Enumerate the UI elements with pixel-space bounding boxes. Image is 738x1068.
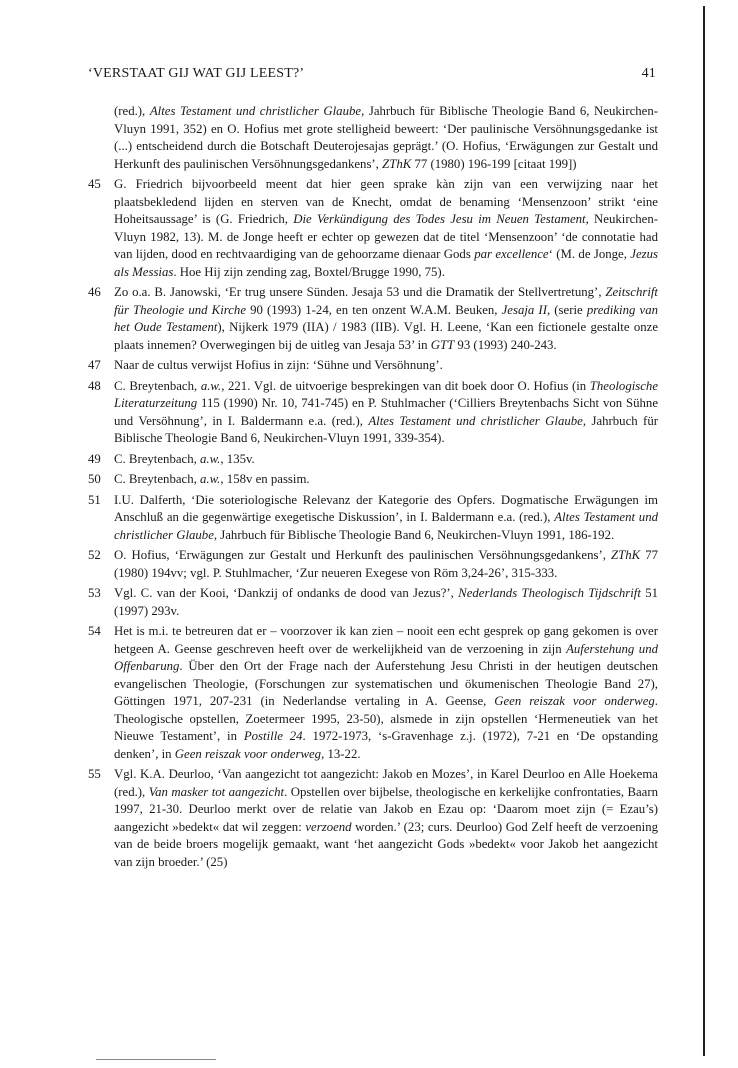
footnote-text: [114, 452, 255, 466]
footnote-number: 50: [88, 472, 101, 486]
footnote-number: 52: [88, 548, 101, 562]
footnote-number: 51: [88, 492, 101, 507]
footnote: [88, 766, 658, 871]
footnote-text: [114, 177, 658, 279]
text-run: C. Breytenbach,: [114, 472, 200, 486]
text-run: . Über den Ort der Frage nach der Auferstehung Jesu Christi in der heutigen deutschen evangelischen Theologie, (Forschungen zur systematischen und ökumenischen Theologie Band 27), Göttingen 1971, 207-231 (in Nederlandse vertaling in A. Geense,: [114, 659, 658, 708]
text-run: Het is m.i. te betreuren dat er – voorzover ik kan zien – nooit een echt gesprek op gang gekomen is over hetgeen A. Geense geschreven heeft over de werkelijkheid van de verzoening in zijn: [114, 624, 658, 656]
text-run: , (serie: [546, 302, 587, 317]
italic-title: ZThK: [382, 156, 412, 171]
text-run: . Theologische opstellen, Zoetermeer 1995, 23-50), alsmede in zijn opstellen ‘Hermeneutiek van het Nieuwe Testament’, in: [114, 694, 658, 743]
footnote-text: [114, 493, 658, 542]
italic-title: verzoend: [305, 819, 352, 834]
scan-bottom-mark: [96, 1059, 216, 1060]
text-run: O. Hofius, ‘Erwägungen zur Gestalt und Herkunft des paulinischen Versöhnungsgedankens’,: [114, 548, 611, 562]
page-number: 41: [641, 66, 656, 81]
italic-title: a.w.: [200, 378, 222, 393]
italic-title: Die Verkündigung des Todes Jesu im Neuen Testament: [293, 212, 586, 226]
text-run: , 135v.: [220, 451, 255, 466]
text-run: , Jahrbuch für Biblische Theologie Band 6, Neukirchen-Vluyn 1991, 186-192.: [213, 527, 615, 542]
footnote: [88, 378, 658, 448]
footnote: [88, 492, 658, 545]
italic-title: Geen reiszak voor onderweg: [494, 694, 655, 708]
footnote: [88, 585, 658, 620]
italic-title: Geen reiszak voor onderweg: [174, 746, 322, 761]
italic-title: Jezus als Messias: [114, 247, 659, 279]
italic-title: Zeitschrift für Theologie und Kirche: [114, 285, 658, 317]
italic-title: par excellence: [474, 247, 549, 261]
footnote: [88, 451, 658, 469]
footnote-number: 49: [88, 451, 101, 466]
text-run: , Neukirchen-Vluyn 1982, 13). M. de Jonge heeft er echter op gewezen dat de titel ‘Mensenzoon’ ‘de connotatie had van lijden, dood en rechtvaardiging van de gehoorzame dienaar Gods: [114, 212, 659, 261]
italic-title: GTT: [430, 337, 455, 352]
text-run: C. Breytenbach,: [114, 378, 201, 393]
footnote-text: [114, 104, 658, 171]
italic-title: prediking van het Oude Testament: [114, 302, 658, 334]
footnote: [88, 176, 658, 281]
footnote-number: 45: [88, 177, 101, 191]
text-run: . Hoe Hij zijn zending zag, Boxtel/Brugge 1990, 75).: [173, 264, 445, 279]
text-run: 93 (1993) 240-243.: [454, 337, 557, 352]
text-run: (red.),: [114, 104, 150, 118]
text-run: , 221. Vgl. de uitvoerige besprekingen van dit boek door O. Hofius (in: [221, 378, 590, 393]
scan-edge-line: [703, 6, 705, 1056]
footnote-text: [114, 767, 658, 869]
running-title: ‘VERSTAAT GIJ WAT GIJ LEEST?’: [88, 66, 305, 81]
footnote-text: [114, 285, 658, 352]
text-run: . 1972-1973, ‘s-Gravenhage z.j. (1972), 7-21 en ‘De opstanding denken’, in: [114, 729, 659, 761]
text-run: 77 (1980) 194vv; vgl. P. Stuhlmacher, ‘Zur neueren Exegese von Röm 3,24-26’, 315-333.: [114, 548, 658, 580]
footnote-text: [114, 548, 658, 580]
footnote: [88, 284, 658, 354]
footnote-text: [114, 379, 658, 446]
footnote-text: [114, 624, 658, 761]
footnote: [88, 103, 658, 173]
footnote-number: 47: [88, 358, 101, 372]
text-run: 115 (1990) Nr. 10, 741-745) en P. Stuhlmacher (‘Cilliers Breytenbachs Sicht von Sühne und Versöhnung’, in I. Baldermann e.a. (red.),: [114, 396, 658, 428]
text-run: Naar de cultus verwijst Hofius in zijn: ‘Sühne und Versöhnung’.: [114, 358, 443, 372]
italic-title: a.w.: [200, 472, 221, 486]
text-run: G. Friedrich bijvoorbeeld meent dat hier geen sprake kàn zijn van een verwijzing naar het plaatsbekledend lijden en sterven van de Knecht, omdat de benaming ‘Mensenzoon’ strikt ‘eine Hoheitsaussage’ is (G. Friedrich,: [114, 177, 658, 226]
text-run: 51 (1997) 293v.: [114, 586, 658, 618]
text-run: I.U. Dalferth, ‘Die soteriologische Relevanz der Kategorie des Opfers. Dogmatische Erwägungen im Anschluß an die gegenwärtige exegetische Diskussion’, in I. Baldermann e.a. (red.),: [114, 492, 658, 524]
footnote-text: [114, 358, 443, 372]
text-run: C. Breytenbach,: [114, 451, 200, 466]
text-run: , 13-22.: [321, 746, 361, 761]
italic-title: Altes Testament und christlicher Glaube: [114, 510, 658, 542]
text-run: ), Nijkerk 1979 (IIA) / 1983 (IIB). Vgl. H. Leene, ‘Kan een fictionele gestalte onze plaats innemen? Overwegingen bij de uitleg van Jesaja 53’ in: [114, 320, 659, 352]
italic-title: Jesaja II: [501, 302, 547, 317]
text-run: Vgl. K.A. Deurloo, ‘Van aangezicht tot aangezicht: Jakob en Mozes’, in Karel Deurloo en Alle Hoekema (red.),: [114, 767, 658, 799]
footnote-number: 46: [88, 285, 101, 299]
footnote: [88, 471, 658, 489]
footnote-text: [114, 586, 658, 618]
italic-title: Nederlands Theologisch Tijdschrift: [458, 586, 641, 600]
text-run: ‘ (M. de Jonge,: [548, 247, 631, 261]
text-run: Vgl. C. van der Kooi, ‘Dankzij of ondanks de dood van Jezus?’,: [114, 586, 459, 600]
italic-title: Postille 24: [243, 729, 303, 743]
running-header: [86, 66, 656, 86]
text-run: worden.’ (23; curs. Deurloo) God Zelf heeft de verzoening van de beide broers mogelijk gemaakt, want ‘het aangezicht Gods »bedekt« voor Jakob het aangezicht van zijn broeder.’ (25): [114, 819, 658, 869]
footnote: [88, 547, 658, 582]
italic-title: a.w.: [200, 451, 221, 466]
footnote-number: 55: [88, 767, 101, 781]
footnote-text: [114, 472, 310, 486]
text-run: . Opstellen over bijbelse, theologische en kerkelijke confrontaties, Baarn 1997, 21-30. Deurloo merkt over de relatie van Jakob en Ezau op: ‘Daarom moet zijn (= Ezau’s) aangezicht »bedekt« dat wil zeggen:: [114, 784, 658, 834]
text-run: Zo o.a. B. Janowski, ‘Er trug unsere Sünden. Jesaja 53 und die Dramatik der Stellvertretung’,: [114, 285, 606, 299]
text-run: , Jahrbuch für Biblische Theologie Band 6, Neukirchen-Vluyn 1991, 352) en O. Hofius met grote stelligheid beweert: ‘Der paulinische Versöhnungsgedanke ist (...) entscheidend durch die Botschaft Deuterojesajas geprägt.’ (O. Hofius, ‘Erwägungen zur Gestalt und Herkunft des paulinischen Versöhnungsgedankens’,: [114, 104, 658, 171]
footnote: [88, 357, 658, 375]
italic-title: Altes Testament und christlicher Glaube: [149, 104, 362, 118]
text-run: 90 (1993) 1-24, en ten onzent W.A.M. Beuken,: [246, 302, 502, 317]
italic-title: Van masker tot aangezicht: [148, 784, 285, 799]
footnote: [88, 623, 658, 763]
italic-title: ZThK: [610, 548, 641, 562]
text-run: 77 (1980) 196-199 [citaat 199]): [411, 156, 577, 171]
footnotes-list: [88, 103, 658, 874]
footnote-number: 53: [88, 586, 101, 600]
italic-title: Theologische Literaturzeitung: [114, 378, 659, 410]
italic-title: Auferstehung und Offenbarung: [114, 641, 658, 673]
italic-title: Altes Testament und christlicher Glaube: [368, 413, 583, 428]
footnote-number: 48: [88, 378, 101, 393]
footnote-number: 54: [88, 624, 101, 638]
text-run: , Jahrbuch für Biblische Theologie Band 6, Neukirchen-Vluyn 1991, 339-354).: [114, 413, 658, 445]
text-run: , 158v en passim.: [220, 472, 310, 486]
